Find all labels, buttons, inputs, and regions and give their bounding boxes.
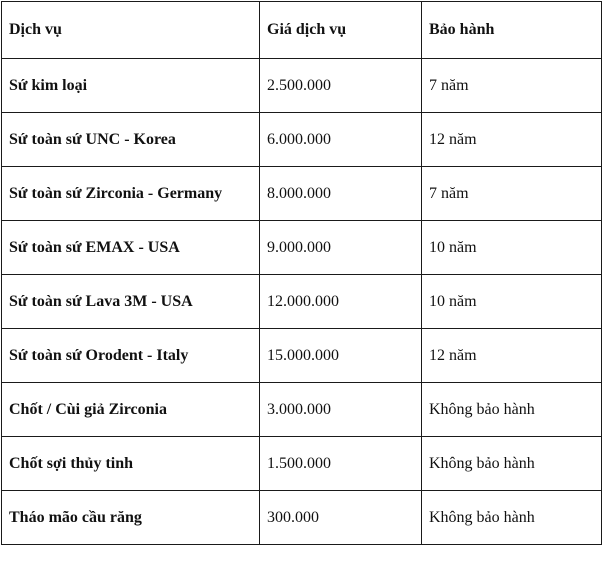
service-cell: Sứ toàn sứ Lava 3M - USA [2,275,260,329]
header-warranty: Bảo hành [422,2,602,59]
price-cell: 300.000 [260,491,422,545]
service-cell: Chốt sợi thủy tinh [2,437,260,491]
service-cell: Sứ toàn sứ UNC - Korea [2,113,260,167]
warranty-cell: 7 năm [422,167,602,221]
dental-price-table [1,1,602,545]
table-row [2,329,602,383]
price-cell: 8.000.000 [260,167,422,221]
price-cell: 12.000.000 [260,275,422,329]
warranty-cell: 10 năm [422,221,602,275]
service-cell: Sứ toàn sứ Zirconia - Germany [2,167,260,221]
price-cell: 15.000.000 [260,329,422,383]
warranty-cell: 12 năm [422,113,602,167]
price-cell: 3.000.000 [260,383,422,437]
price-cell: 6.000.000 [260,113,422,167]
table-row [2,113,602,167]
service-cell: Sứ kim loại [2,59,260,113]
table-row [2,275,602,329]
price-cell: 1.500.000 [260,437,422,491]
table-row [2,437,602,491]
service-cell: Sứ toàn sứ Orodent - Italy [2,329,260,383]
warranty-cell: 10 năm [422,275,602,329]
header-service: Dịch vụ [2,2,260,59]
table-header-row [2,2,602,59]
price-cell: 2.500.000 [260,59,422,113]
service-cell: Sứ toàn sứ EMAX - USA [2,221,260,275]
price-cell: 9.000.000 [260,221,422,275]
warranty-cell: Không bảo hành [422,437,602,491]
warranty-cell: 7 năm [422,59,602,113]
table-row [2,221,602,275]
header-price: Giá dịch vụ [260,2,422,59]
service-cell: Chốt / Cùi giả Zirconia [2,383,260,437]
warranty-cell: Không bảo hành [422,383,602,437]
service-cell: Tháo mão cầu răng [2,491,260,545]
table-row [2,167,602,221]
table-row [2,59,602,113]
warranty-cell: 12 năm [422,329,602,383]
table-row [2,383,602,437]
table-row [2,491,602,545]
warranty-cell: Không bảo hành [422,491,602,545]
